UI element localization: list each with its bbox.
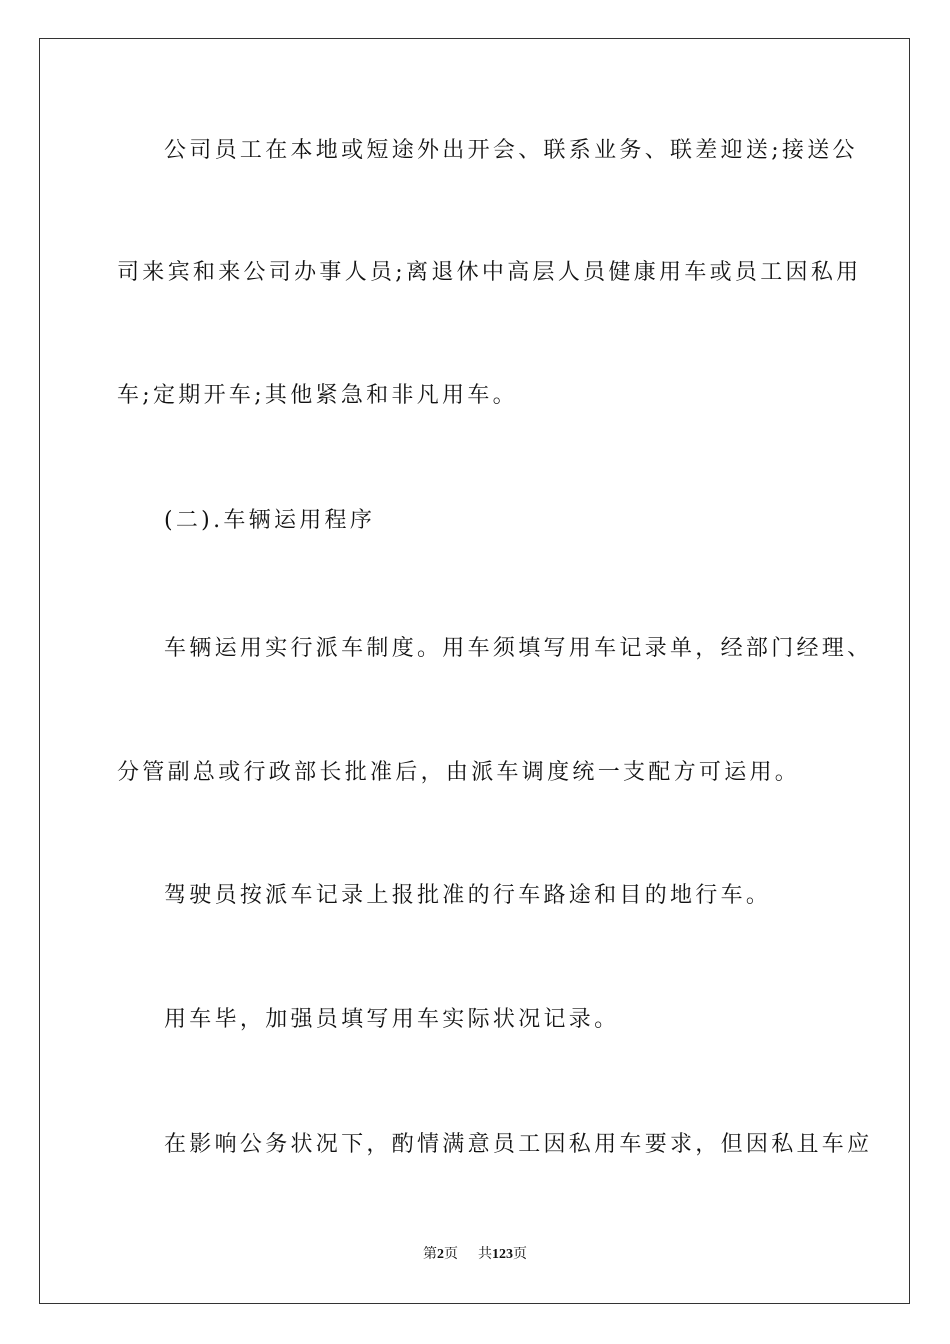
- paragraph-line-6: 分管副总或行政部长批准后，由派车调度统一支配方可运用。: [117, 760, 801, 785]
- total-prefix: 共: [478, 1247, 492, 1262]
- page-border: [39, 38, 910, 1304]
- page-footer: [0, 1245, 950, 1265]
- page-suffix: 页: [444, 1247, 458, 1262]
- paragraph-line-2: 司来宾和来公司办事人员;离退休中高层人员健康用车或员工因私用: [117, 260, 862, 285]
- paragraph-line-1: 公司员工在本地或短途外出开会、联系业务、联差迎送;接送公: [164, 138, 858, 163]
- paragraph-line-9: 在影响公务状况下，酌情满意员工因私用车要求，但因私且车应: [164, 1132, 873, 1157]
- paragraph-line-5: 车辆运用实行派车制度。用车须填写用车记录单，经部门经理、: [164, 636, 873, 661]
- paragraph-line-7: 驾驶员按派车记录上报批准的行车路途和目的地行车。: [164, 883, 772, 908]
- page-prefix: 第: [423, 1247, 437, 1262]
- page-number: 2: [437, 1247, 444, 1262]
- total-suffix: 页: [513, 1247, 527, 1262]
- section-heading: (二).车辆运用程序: [164, 508, 376, 533]
- total-pages: 123: [492, 1247, 513, 1262]
- paragraph-line-8: 用车毕，加强员填写用车实际状况记录。: [164, 1007, 620, 1032]
- paragraph-line-3: 车;定期开车;其他紧急和非凡用车。: [117, 383, 518, 408]
